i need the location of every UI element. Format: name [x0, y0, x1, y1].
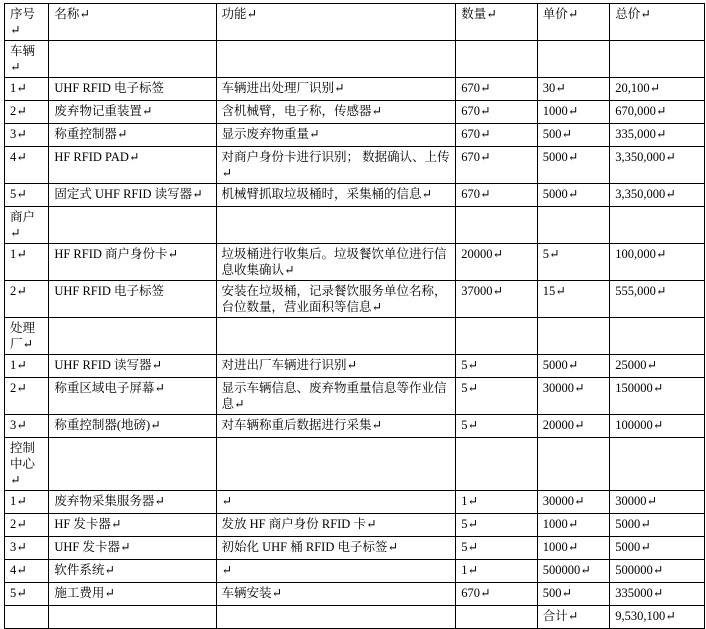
table-row — [5, 514, 705, 537]
cell-total-price: 335,000↵ — [610, 124, 705, 147]
cell-seq: 3↵ — [5, 415, 49, 438]
cell-function: 含机械臂，电子称，传感器↵ — [216, 101, 456, 124]
total-blank-quantity — [456, 606, 538, 629]
table-row — [5, 78, 705, 101]
total-label: 合计↵ — [537, 606, 610, 629]
table-group-row-vehicle — [5, 41, 705, 78]
cell-quantity: 37000↵ — [456, 281, 538, 318]
table-group-row-merchant — [5, 207, 705, 244]
cell-unit-price: 30↵ — [537, 78, 610, 101]
cell-seq: 4↵ — [5, 147, 49, 184]
total-amount: 9,530,100↵ — [610, 606, 705, 629]
cell-quantity: 5↵ — [456, 415, 538, 438]
column-header-quantity: 数量↵ — [456, 4, 538, 41]
column-header-seq: 序号↵ — [5, 4, 49, 41]
cell-name: UHF 发卡器↵ — [49, 537, 216, 560]
table-row — [5, 184, 705, 207]
cell-function: 对进出厂车辆进行识别↵ — [216, 355, 456, 378]
group-blank-total-price — [610, 207, 705, 244]
column-header-unit-price: 单价↵ — [537, 4, 610, 41]
cell-seq: 4↵ — [5, 560, 49, 583]
table-row — [5, 147, 705, 184]
cell-name: 施工费用↵ — [49, 583, 216, 606]
cell-unit-price: 30000↵ — [537, 378, 610, 415]
cell-unit-price: 500↵ — [537, 124, 610, 147]
cell-seq: 1↵ — [5, 491, 49, 514]
cell-unit-price: 20000↵ — [537, 415, 610, 438]
cell-total-price: 335000↵ — [610, 583, 705, 606]
group-blank-total-price — [610, 41, 705, 78]
cell-function: 显示废弃物重量↵ — [216, 124, 456, 147]
cell-quantity: 20000↵ — [456, 244, 538, 281]
cell-seq: 1↵ — [5, 78, 49, 101]
cell-name: HF RFID 商户身份卡↵ — [49, 244, 216, 281]
cell-name: 软件系统↵ — [49, 560, 216, 583]
table-row-header — [5, 4, 705, 41]
group-blank-quantity — [456, 207, 538, 244]
column-header-name: 名称↵ — [49, 4, 216, 41]
group-blank-unit-price — [537, 207, 610, 244]
cell-seq: 3↵ — [5, 537, 49, 560]
table-row — [5, 560, 705, 583]
cell-function: 对商户身份卡进行识别； 数据确认、上传↵ — [216, 147, 456, 184]
cell-total-price: 555,000↵ — [610, 281, 705, 318]
cell-unit-price: 500000↵ — [537, 560, 610, 583]
cell-seq: 2↵ — [5, 378, 49, 415]
cell-name: 称重区域电子屏幕↵ — [49, 378, 216, 415]
equipment-cost-table — [4, 3, 705, 629]
group-blank-total-price — [610, 318, 705, 355]
cell-function: 机械臂抓取垃圾桶时，采集桶的信息↵ — [216, 184, 456, 207]
cell-seq: 2↵ — [5, 101, 49, 124]
cell-name: UHF RFID 电子标签 — [49, 78, 216, 101]
cell-quantity: 670↵ — [456, 184, 538, 207]
cell-name: 固定式 UHF RFID 读写器↵ — [49, 184, 216, 207]
table-row — [5, 124, 705, 147]
cell-quantity: 1↵ — [456, 560, 538, 583]
cell-seq: 5↵ — [5, 583, 49, 606]
cell-total-price: 20,100↵ — [610, 78, 705, 101]
cell-unit-price: 5000↵ — [537, 184, 610, 207]
table-row — [5, 101, 705, 124]
group-blank-total-price — [610, 438, 705, 491]
group-blank-quantity — [456, 438, 538, 491]
cell-total-price: 100000↵ — [610, 415, 705, 438]
table-row — [5, 583, 705, 606]
group-label-control-center: 控制中心↵ — [5, 438, 49, 491]
cell-unit-price: 1000↵ — [537, 101, 610, 124]
cell-function: 车辆进出处理厂识别↵ — [216, 78, 456, 101]
cell-unit-price: 15↵ — [537, 281, 610, 318]
table-row — [5, 378, 705, 415]
total-blank-seq — [5, 606, 49, 629]
cell-quantity: 670↵ — [456, 78, 538, 101]
cell-function: 车辆安装↵ — [216, 583, 456, 606]
cell-total-price: 3,350,000↵ — [610, 147, 705, 184]
group-blank-name — [49, 318, 216, 355]
group-blank-function — [216, 207, 456, 244]
cell-name: 称重控制器↵ — [49, 124, 216, 147]
cell-seq: 2↵ — [5, 514, 49, 537]
cell-quantity: 670↵ — [456, 124, 538, 147]
cell-name: 废弃物记重装置↵ — [49, 101, 216, 124]
cell-function: ↵ — [216, 560, 456, 583]
cell-total-price: 5000↵ — [610, 514, 705, 537]
cell-total-price: 500000↵ — [610, 560, 705, 583]
group-blank-unit-price — [537, 41, 610, 78]
cell-total-price: 100,000↵ — [610, 244, 705, 281]
cell-name: 称重控制器(地磅)↵ — [49, 415, 216, 438]
group-blank-unit-price — [537, 318, 610, 355]
cell-quantity: 5↵ — [456, 514, 538, 537]
cell-total-price: 5000↵ — [610, 537, 705, 560]
cell-function: ↵ — [216, 491, 456, 514]
cell-quantity: 5↵ — [456, 378, 538, 415]
group-blank-function — [216, 41, 456, 78]
cell-seq: 2↵ — [5, 281, 49, 318]
column-header-total-price: 总价↵ — [610, 4, 705, 41]
cell-seq: 5↵ — [5, 184, 49, 207]
table-row — [5, 491, 705, 514]
group-label-vehicle: 车辆↵ — [5, 41, 49, 78]
column-header-function: 功能↵ — [216, 4, 456, 41]
cell-total-price: 30000↵ — [610, 491, 705, 514]
cell-name: UHF RFID 读写器↵ — [49, 355, 216, 378]
cell-quantity: 5↵ — [456, 355, 538, 378]
group-blank-name — [49, 438, 216, 491]
group-label-merchant: 商户↵ — [5, 207, 49, 244]
cell-function: 发放 HF 商户身份 RFID 卡↵ — [216, 514, 456, 537]
cell-total-price: 25000↵ — [610, 355, 705, 378]
cell-seq: 1↵ — [5, 355, 49, 378]
cell-unit-price: 5↵ — [537, 244, 610, 281]
cell-unit-price: 1000↵ — [537, 537, 610, 560]
cell-unit-price: 30000↵ — [537, 491, 610, 514]
group-blank-quantity — [456, 318, 538, 355]
group-blank-name — [49, 207, 216, 244]
cell-unit-price: 5000↵ — [537, 355, 610, 378]
cell-function: 垃圾桶进行收集后。垃圾餐饮单位进行信息收集确认↵ — [216, 244, 456, 281]
cell-unit-price: 5000↵ — [537, 147, 610, 184]
cell-name: HF RFID PAD↵ — [49, 147, 216, 184]
group-blank-unit-price — [537, 438, 610, 491]
table-group-row-control-center — [5, 438, 705, 491]
cell-quantity: 670↵ — [456, 583, 538, 606]
group-blank-function — [216, 318, 456, 355]
table-row — [5, 537, 705, 560]
cell-quantity: 5↵ — [456, 537, 538, 560]
cell-quantity: 1↵ — [456, 491, 538, 514]
cell-quantity: 670↵ — [456, 101, 538, 124]
cell-unit-price: 500↵ — [537, 583, 610, 606]
group-blank-function — [216, 438, 456, 491]
cell-function: 初始化 UHF 桶 RFID 电子标签↵ — [216, 537, 456, 560]
cell-total-price: 670,000↵ — [610, 101, 705, 124]
table-row — [5, 415, 705, 438]
cell-name: UHF RFID 电子标签 — [49, 281, 216, 318]
cell-name: 废弃物采集服务器↵ — [49, 491, 216, 514]
cell-total-price: 150000↵ — [610, 378, 705, 415]
cell-name: HF 发卡器↵ — [49, 514, 216, 537]
table-group-row-plant — [5, 318, 705, 355]
cell-unit-price: 1000↵ — [537, 514, 610, 537]
table-row — [5, 281, 705, 318]
group-blank-quantity — [456, 41, 538, 78]
group-blank-name — [49, 41, 216, 78]
table-row — [5, 244, 705, 281]
cell-function: 显示车辆信息、废弃物重量信息等作业信息↵ — [216, 378, 456, 415]
table-row — [5, 355, 705, 378]
group-label-plant: 处理厂↵ — [5, 318, 49, 355]
table-row-total — [5, 606, 705, 629]
cell-function: 对车辆称重后数据进行采集↵ — [216, 415, 456, 438]
cell-seq: 3↵ — [5, 124, 49, 147]
total-blank-name — [49, 606, 216, 629]
cell-total-price: 3,350,000↵ — [610, 184, 705, 207]
cell-seq: 1↵ — [5, 244, 49, 281]
total-blank-function — [216, 606, 456, 629]
cell-quantity: 670↵ — [456, 147, 538, 184]
cell-function: 安装在垃圾桶，记录餐饮服务单位名称，台位数量，营业面积等信息↵ — [216, 281, 456, 318]
